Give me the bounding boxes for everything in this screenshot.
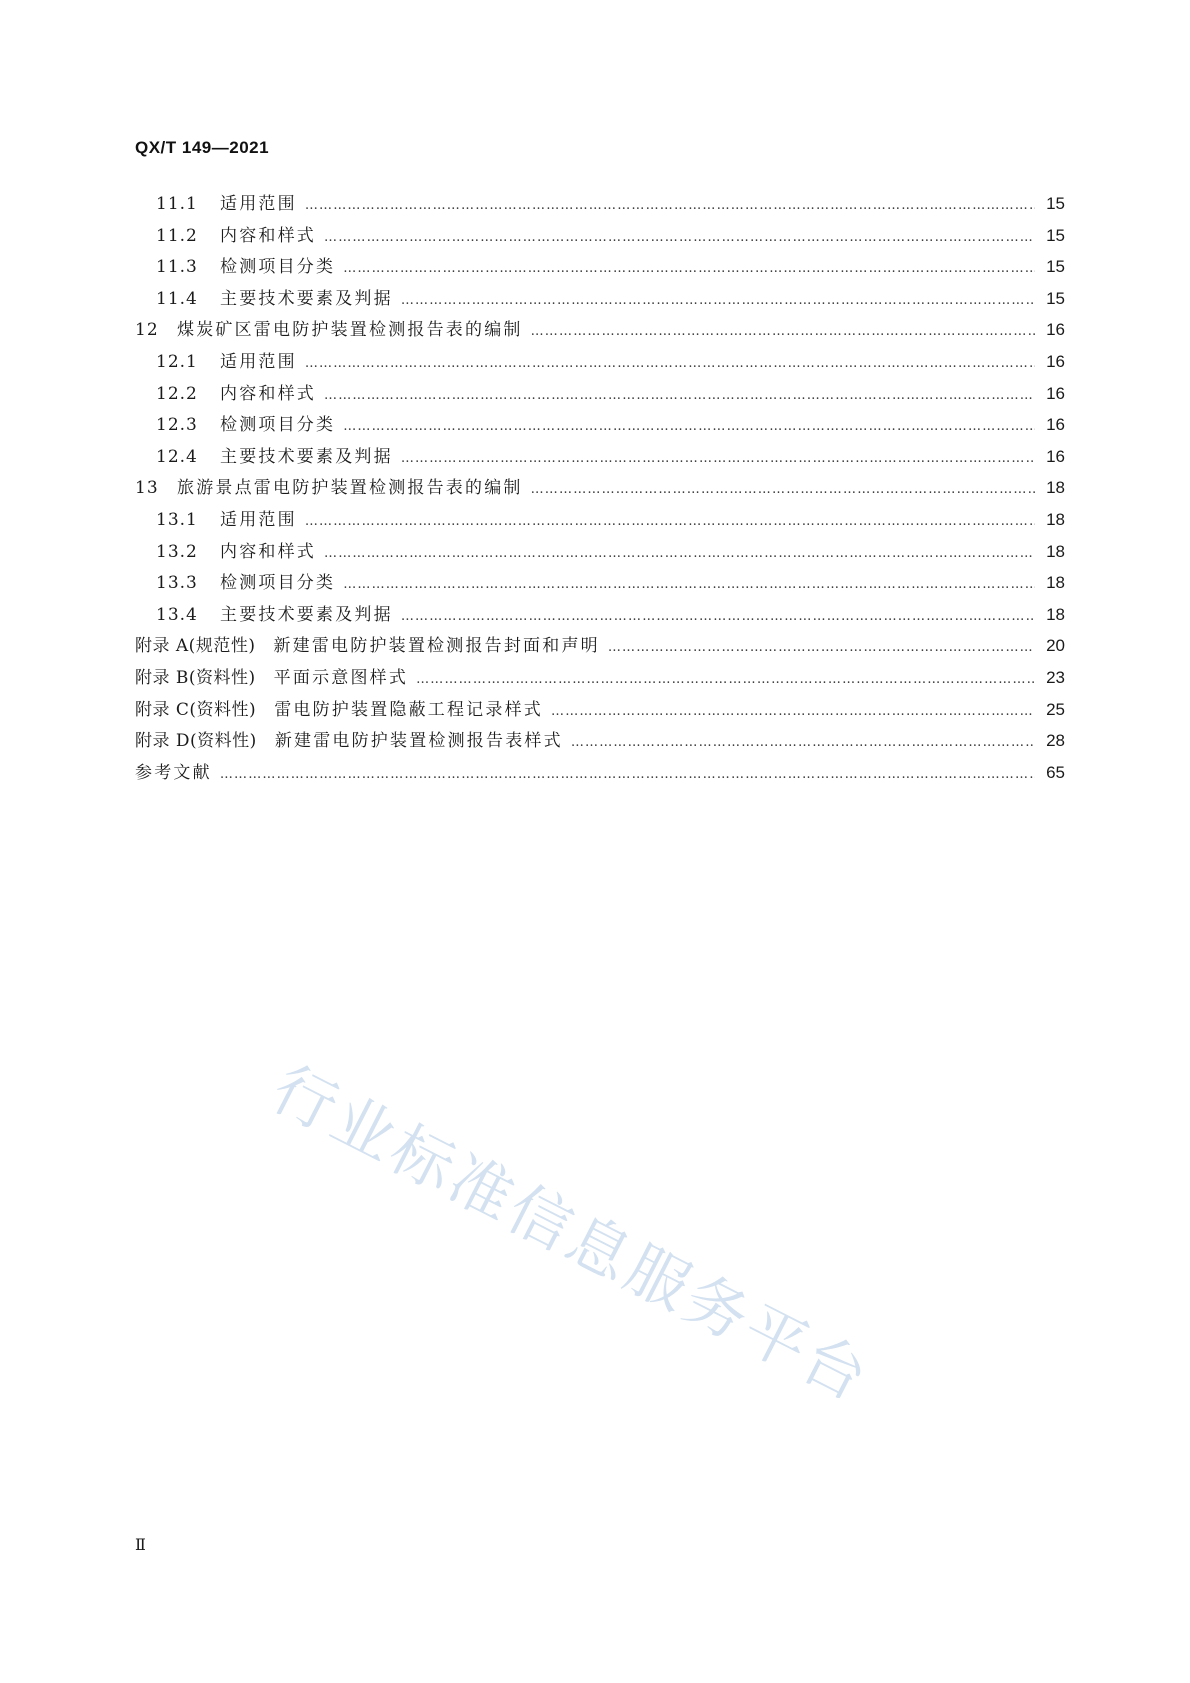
toc-dot-leader: [305, 506, 1035, 538]
toc-entry-page: 16: [1046, 383, 1065, 403]
toc-entry-title: 旅游景点雷电防护装置检测报告表的编制: [177, 478, 523, 499]
toc-dot-leader: [343, 411, 1035, 443]
page-number: Ⅱ: [135, 1535, 146, 1554]
toc-dot-leader: [608, 632, 1035, 664]
toc-entry-page: 15: [1046, 194, 1065, 213]
toc-entry-page: 15: [1046, 225, 1065, 245]
standard-code: QX/T 149—2021: [135, 138, 270, 157]
toc-entry-number: 附录 A(规范性): [135, 636, 256, 657]
toc-entry-number: 13: [135, 478, 159, 499]
toc-dot-leader: [551, 696, 1035, 728]
toc-entry-title: 煤炭矿区雷电防护装置检测报告表的编制: [177, 320, 523, 341]
toc-entry-title: 内容和样式: [220, 541, 316, 562]
toc-dot-leader: [531, 474, 1035, 506]
toc-entry-title: 适用范围: [220, 351, 297, 372]
toc-entry-title: 内容和样式: [220, 383, 316, 404]
toc-entry[interactable]: [135, 757, 1065, 789]
toc-entry-page: 15: [1046, 257, 1065, 277]
toc-entry-number: 12.4: [156, 446, 198, 467]
toc-entry-number: 附录 C(资料性): [135, 699, 257, 720]
toc-entry-number: 13.3: [156, 573, 198, 594]
toc-entry[interactable]: [135, 599, 1065, 631]
toc-entry-title: 平面示意图样式: [273, 667, 409, 688]
toc-entry[interactable]: [135, 188, 1065, 220]
toc-entry-page: 18: [1046, 478, 1065, 498]
toc-entry-page: 23: [1046, 667, 1065, 687]
toc-entry-title: 新建雷电防护装置检测报告表样式: [274, 731, 563, 752]
toc-entry-number: 附录 D(资料性): [135, 731, 257, 752]
toc-dot-leader: [220, 759, 1035, 791]
toc-entry-title: 检测项目分类: [220, 257, 336, 278]
toc-entry[interactable]: [135, 283, 1065, 315]
toc-dot-leader: [571, 727, 1035, 759]
toc-dot-leader: [416, 664, 1035, 696]
toc-entry-page: 28: [1046, 731, 1065, 751]
toc-entry-number: 附录 B(资料性): [135, 667, 256, 688]
toc-entry-page: 15: [1046, 288, 1065, 308]
toc-entry[interactable]: [135, 694, 1065, 726]
toc-dot-leader: [305, 348, 1035, 380]
toc-entry[interactable]: [135, 314, 1065, 346]
toc-entry-number: 11.4: [156, 288, 198, 309]
toc-entry-title: 检测项目分类: [220, 415, 336, 436]
toc-dot-leader: [343, 253, 1035, 285]
toc-entry-title: 主要技术要素及判据: [220, 288, 393, 309]
toc-dot-leader: [305, 190, 1035, 222]
toc-entry[interactable]: [135, 567, 1065, 599]
toc-entry[interactable]: [135, 220, 1065, 252]
toc-entry[interactable]: [135, 472, 1065, 504]
toc-entry-page: 16: [1046, 446, 1065, 466]
toc-entry-number: 13.2: [156, 541, 198, 562]
toc-dot-leader: [324, 222, 1035, 254]
toc-entry-page: 18: [1046, 573, 1065, 593]
toc-entry[interactable]: [135, 504, 1065, 536]
toc-dot-leader: [401, 443, 1035, 475]
toc-entry[interactable]: [135, 536, 1065, 568]
toc-entry-page: 16: [1046, 351, 1065, 371]
toc-entry[interactable]: [135, 725, 1065, 757]
toc-entry-title: 适用范围: [220, 194, 297, 214]
toc-entry[interactable]: [135, 251, 1065, 283]
table-of-contents: [135, 188, 1065, 788]
watermark-text: 行业标准信息服务平台: [260, 1051, 883, 1417]
toc-entry-number: 12: [135, 320, 159, 341]
toc-entry-title: 主要技术要素及判据: [220, 446, 393, 467]
toc-entry-number: 13.1: [156, 509, 198, 530]
toc-entry-page: 20: [1046, 636, 1065, 656]
toc-entry-page: 18: [1046, 604, 1065, 624]
toc-dot-leader: [401, 601, 1035, 633]
toc-entry[interactable]: [135, 346, 1065, 378]
toc-entry[interactable]: [135, 409, 1065, 441]
toc-entry-number: 12.2: [156, 383, 198, 404]
toc-entry-page: 16: [1046, 415, 1065, 435]
toc-entry-page: 18: [1046, 509, 1065, 529]
toc-entry-title: 雷电防护装置隐蔽工程记录样式: [274, 699, 543, 720]
toc-entry-title: 新建雷电防护装置检测报告封面和声明: [273, 636, 600, 657]
toc-dot-leader: [531, 316, 1035, 348]
toc-entry-page: 25: [1046, 699, 1065, 719]
toc-entry-page: 18: [1046, 541, 1065, 561]
toc-entry-number: 11.1: [156, 194, 198, 214]
toc-entry-number: 13.4: [156, 604, 198, 625]
toc-entry-title: 参考文献: [135, 762, 212, 783]
toc-entry-page: 16: [1046, 320, 1065, 340]
toc-entry[interactable]: [135, 630, 1065, 662]
toc-dot-leader: [343, 569, 1035, 601]
toc-entry-page: 65: [1046, 762, 1065, 782]
standard-code-header: [135, 138, 269, 158]
toc-dot-leader: [401, 285, 1035, 317]
toc-entry-number: 11.2: [156, 225, 198, 246]
toc-entry-title: 内容和样式: [220, 225, 316, 246]
toc-entry-title: 检测项目分类: [220, 573, 336, 594]
toc-entry-number: 11.3: [156, 257, 198, 278]
toc-entry[interactable]: [135, 378, 1065, 410]
toc-entry-number: 12.1: [156, 351, 198, 372]
toc-entry[interactable]: [135, 441, 1065, 473]
toc-dot-leader: [324, 538, 1035, 570]
toc-entry-title: 主要技术要素及判据: [220, 604, 393, 625]
toc-entry-number: 12.3: [156, 415, 198, 436]
toc-dot-leader: [324, 380, 1035, 412]
toc-entry-title: 适用范围: [220, 509, 297, 530]
toc-entry[interactable]: [135, 662, 1065, 694]
